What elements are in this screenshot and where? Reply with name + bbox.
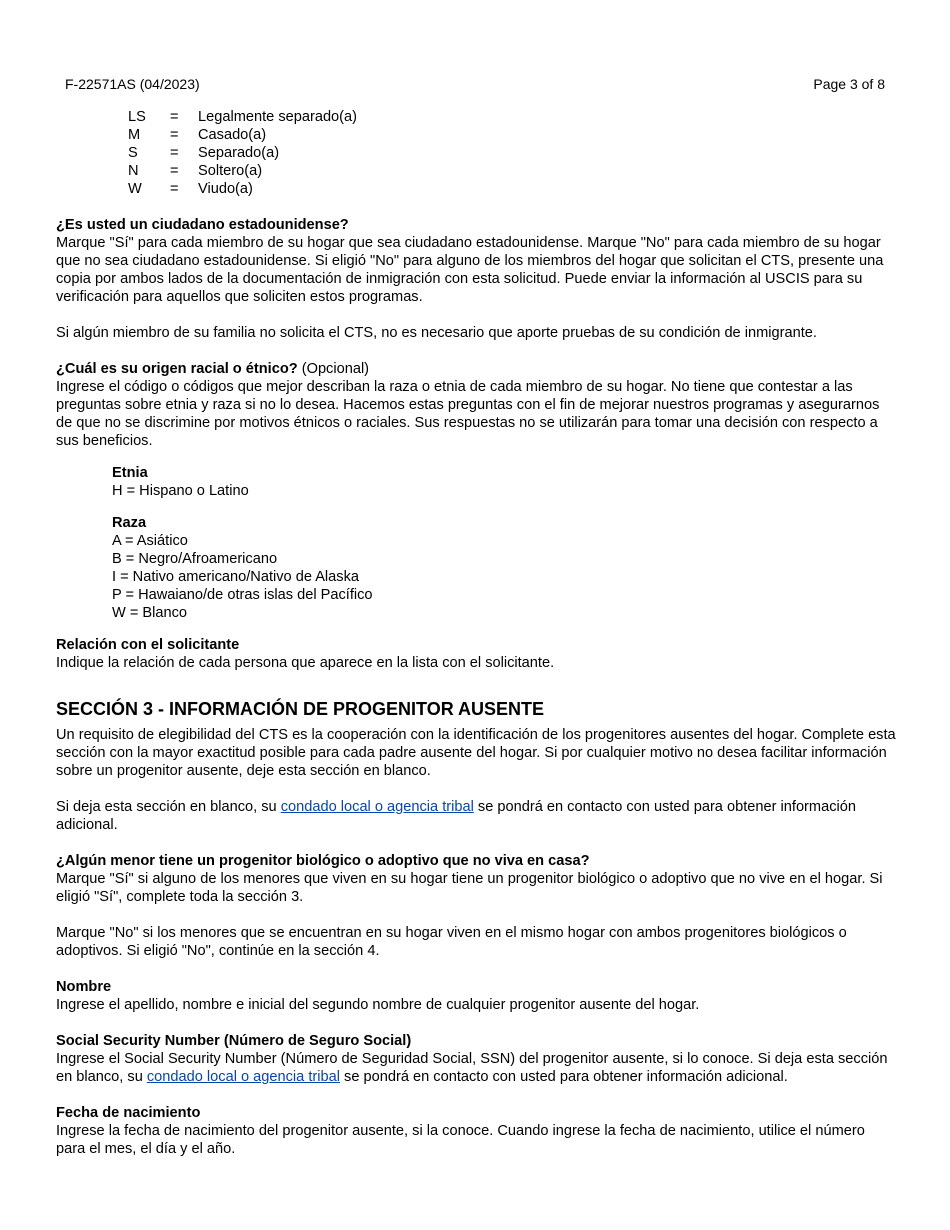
name-body: Ingrese el apellido, nombre e inicial del segundo nombre de cualquier progenitor ausente del hogar. bbox=[56, 997, 700, 1013]
minor-title: ¿Algún menor tiene un progenitor biológico o adoptivo que no viva en casa? bbox=[56, 853, 590, 869]
relation-body: Indique la relación de cada persona que aparece en la lista con el solicitante. bbox=[56, 655, 555, 671]
race-item: P = Hawaiano/de otras islas del Pacífico bbox=[112, 587, 373, 603]
ssn-body: Ingrese el Social Security Number (Número de Seguridad Social, SSN) del progenitor ausente, si lo conoce. Si deja esta sección en blanco, su condado local o agencia tribal se pondrá en contacto con usted para obtener información adicional. bbox=[56, 1051, 888, 1085]
relation-title: Relación con el solicitante bbox=[56, 637, 240, 653]
county-agency-link[interactable]: condado local o agencia tribal bbox=[146, 1069, 340, 1085]
race-title-line bbox=[56, 360, 896, 378]
citizen-note: Si algún miembro de su familia no solicita el CTS, no es necesario que aporte pruebas de su condición de inmigrante. bbox=[56, 325, 817, 341]
race-item: B = Negro/Afroamericano bbox=[112, 551, 278, 567]
ethnicity-heading: Etnia bbox=[112, 465, 148, 481]
page-content bbox=[56, 108, 896, 1158]
citizen-body: Marque "Sí" para cada miembro de su hogar que sea ciudadano estadounidense. Marque "No" para cada miembro de su hogar que no sea ciudadano estadounidense. Si eligió "No" para alguno de los miembros del hogar que solicitan el CTS, presente una copia por ambos lados de la documentación de inmigración con esta solicitud. Puede enviar la información al USCIS para su verificación para aquellos que soliciten estos programas. bbox=[56, 235, 884, 305]
section-3-intro: Un requisito de elegibilidad del CTS es la cooperación con la identificación de los progenitores ausentes del hogar. Complete esta sección con la mayor exactitud posible para cada padre ausente del hogar. Si por cualquier motivo no desea facilitar información sobre un progenitor ausente, deje esta sección en blanco. bbox=[56, 727, 896, 779]
race-block bbox=[112, 514, 896, 622]
dob-title: Fecha de nacimiento bbox=[56, 1105, 201, 1121]
race-body: Ingrese el código o códigos que mejor describan la raza o etnia de cada miembro de su hogar. No tiene que contestar a las preguntas sobre etnia y raza si no lo desea. Hacemos estas preguntas con el fin de mejorar nuestros programas y asegurarnos de que no se discrimine por motivos étnicos o raciales. Sus respuestas no se utilizarán para tomar una decisión con respecto a sus beneficios. bbox=[56, 379, 880, 449]
code-row: LS = Legalmente separado(a) bbox=[128, 109, 358, 125]
code-row: S = Separado(a) bbox=[128, 145, 280, 161]
minor-no: Marque "No" si los menores que se encuentran en su hogar viven en el mismo hogar con ambos progenitores biológicos o adoptivos. Si eligió "No", continúe en la sección 4. bbox=[56, 925, 847, 959]
race-item: I = Nativo americano/Nativo de Alaska bbox=[112, 569, 360, 585]
section-3-heading: SECCIÓN 3 - INFORMACIÓN DE PROGENITOR AUSENTE bbox=[56, 699, 545, 719]
ethnicity-block bbox=[112, 464, 896, 500]
code-row: M = Casado(a) bbox=[128, 127, 267, 143]
race-item: W = Blanco bbox=[112, 605, 188, 621]
code-row: W = Viudo(a) bbox=[128, 181, 253, 197]
form-id: F-22571AS (04/2023) bbox=[65, 76, 200, 92]
race-optional: (Opcional) bbox=[297, 361, 370, 377]
race-item: A = Asiático bbox=[112, 533, 188, 549]
ssn-title: Social Security Number (Número de Seguro Social) bbox=[56, 1033, 412, 1049]
race-title: ¿Cuál es su origen racial o étnico? bbox=[56, 361, 298, 377]
marital-status-codes bbox=[128, 108, 357, 198]
section-3-blank-note: Si deja esta sección en blanco, su condado local o agencia tribal se pondrá en contacto con usted para obtener información adicional. bbox=[56, 799, 856, 833]
race-heading: Raza bbox=[112, 515, 147, 531]
code-row: N = Soltero(a) bbox=[128, 163, 263, 179]
page-header bbox=[65, 75, 885, 93]
page-number: Page 3 of 8 bbox=[813, 76, 885, 92]
minor-yes: Marque "Sí" si alguno de los menores que viven en su hogar tiene un progenitor biológico o adoptivo que no vive en el hogar. Si eligió "Sí", complete toda la sección 3. bbox=[56, 871, 883, 905]
dob-body: Ingrese la fecha de nacimiento del progenitor ausente, si la conoce. Cuando ingrese la fecha de nacimiento, utilice el número para el mes, el día y el año. bbox=[56, 1123, 865, 1157]
ethnicity-item: H = Hispano o Latino bbox=[112, 483, 249, 499]
name-title: Nombre bbox=[56, 979, 112, 995]
citizen-title: ¿Es usted un ciudadano estadounidense? bbox=[56, 217, 349, 233]
county-agency-link[interactable]: condado local o agencia tribal bbox=[280, 799, 474, 815]
